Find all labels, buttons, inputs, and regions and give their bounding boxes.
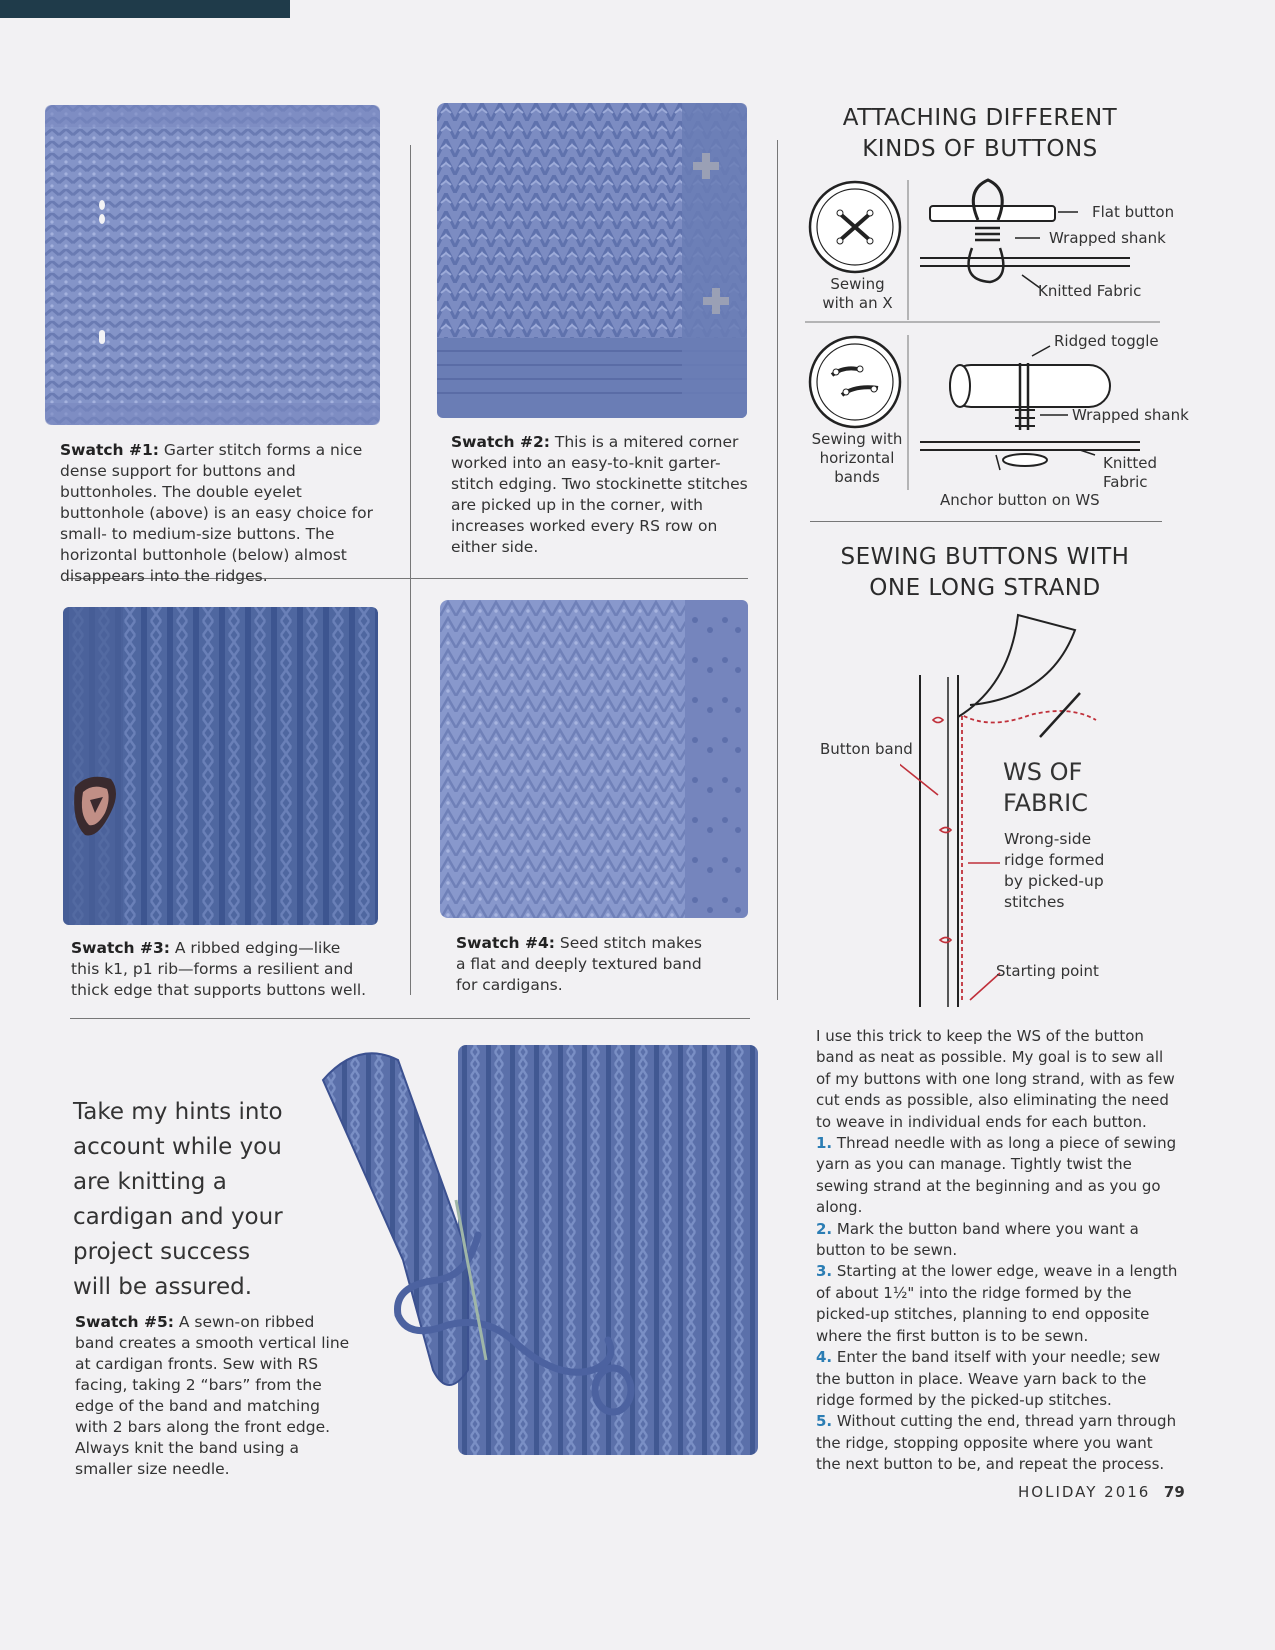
step-4: 4. Enter the band itself with your needle; sew the button in place. Weave yarn back to the ridge formed by the picked-up stitches. xyxy=(816,1348,1161,1409)
anchor-button-label: Anchor button on WS xyxy=(940,491,1100,509)
swatch-4-caption: Swatch #4: Seed stitch makes a flat and deeply textured band for cardigans. xyxy=(456,934,702,994)
instructions-text xyxy=(816,1026,1178,1476)
swatch-4-image xyxy=(440,600,748,918)
button-x-icon xyxy=(810,182,900,272)
step-1: 1. Thread needle with as long a piece of sewing yarn as you can manage. Tightly twist the sewing strand at the beginning and as you go along. xyxy=(816,1134,1177,1217)
column-rule-2 xyxy=(777,140,778,1000)
step-3: 3. Starting at the lower edge, weave in a length of about 1½" into the ridge formed by the picked-up stitches, planning to end opposite where the first button is to be sewn. xyxy=(816,1262,1178,1345)
swatch-5-image xyxy=(318,1040,763,1460)
sewing-x-label: Sewing with an X xyxy=(822,275,893,312)
issue-label: HOLIDAY 2016 xyxy=(1018,1483,1151,1501)
ridged-toggle-label: Ridged toggle xyxy=(1054,332,1159,350)
long-strand-title: SEWING BUTTONS WITH ONE LONG STRAND xyxy=(840,544,1130,601)
instructions-intro: I use this trick to keep the WS of the button band as neat as possible. My goal is to sew all of my buttons with one long strand, with as few cut ends as possible, also eliminating the need to weave in individual ends for each button. xyxy=(816,1027,1175,1131)
button-bands-icon xyxy=(810,337,900,427)
page-footer xyxy=(1018,1483,1185,1501)
swatch-3-image xyxy=(63,607,378,925)
ridge-label: Wrong-side ridge formed by picked-up stitches xyxy=(1004,830,1105,911)
pull-quote: Take my hints into account while you are knitting a cardigan and your project success will be assured. xyxy=(73,1099,283,1300)
step-5: 5. Without cutting the end, thread yarn through the ridge, stopping opposite where you want the next button to be, and repeat the process. xyxy=(816,1412,1177,1474)
button-band-label: Button band xyxy=(820,740,913,758)
eyelet-buttonhole xyxy=(99,200,105,210)
flat-button-label: Flat button xyxy=(1092,203,1175,221)
step-2: 2. Mark the button band where you want a button to be sewn. xyxy=(816,1219,1139,1260)
attaching-title: ATTACHING DIFFERENT KINDS OF BUTTONS xyxy=(842,105,1118,162)
sewing-bands-label: Sewing with horizontal bands xyxy=(811,430,903,486)
wrapped-shank-label-2: Wrapped shank xyxy=(1072,406,1189,424)
page-number: 79 xyxy=(1163,1483,1185,1501)
needle-icon xyxy=(1040,693,1080,737)
horizontal-buttonhole xyxy=(99,330,105,344)
row-rule-2 xyxy=(70,1018,750,1019)
swatch-5-caption: Swatch #5: A sewn-on ribbed band creates a smooth vertical line at cardigan fronts. Sew with RS facing, taking 2 “bars” from the edge of the band and matching with 2 bars along the front edge. Always knit the band using a smaller size needle. xyxy=(75,1313,350,1478)
wrapped-shank-label: Wrapped shank xyxy=(1049,229,1166,247)
diagram-rule xyxy=(810,521,1162,522)
column-rule-1 xyxy=(410,145,411,995)
swatch-1-caption: Swatch #1: Garter stitch forms a nice dense support for buttons and buttonholes. The double eyelet buttonhole (above) is an easy choice for small- to medium-size buttons. The horizontal buttonhole (below) almost disappears into the ridges. xyxy=(60,441,373,585)
knitted-fabric-label-2: Knitted Fabric xyxy=(1103,454,1158,491)
ws-fabric-label: WS OF FABRIC xyxy=(1003,758,1088,817)
swatch-1-image xyxy=(45,105,380,425)
swatch-3-caption: Swatch #3: A ribbed edging—like this k1, p1 rib—forms a resilient and thick edge that supports buttons well. xyxy=(71,939,367,999)
starting-point-label: Starting point xyxy=(996,962,1099,980)
swatch-2-caption: Swatch #2: This is a mitered corner worked into an easy-to-knit garter-stitch edging. Two stockinette stitches are picked up in the corner, with increases worked every RS row on either side. xyxy=(451,433,748,556)
knitted-fabric-label: Knitted Fabric xyxy=(1038,282,1142,300)
top-color-bar xyxy=(0,0,290,18)
swatch-2-image xyxy=(437,103,747,418)
